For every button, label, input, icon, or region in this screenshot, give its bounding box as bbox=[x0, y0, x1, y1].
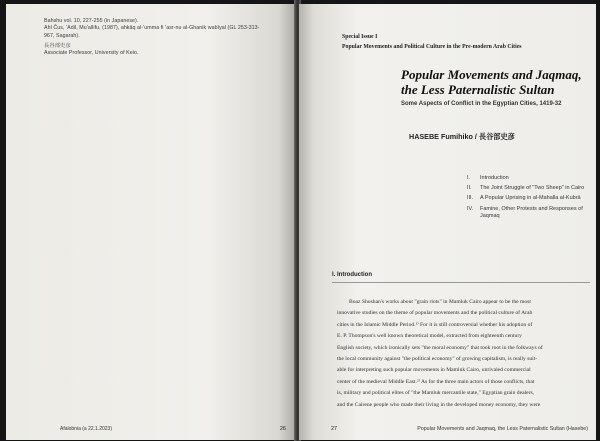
title-line: Popular Movements and Jaqmaq, bbox=[401, 67, 582, 82]
left-page-number: 26 bbox=[279, 426, 286, 432]
body-line: English society, which ironically sets "the moral economy" that took root in the folkways of bbox=[337, 344, 543, 351]
issue-subtitle: Popular Movements and Political Culture in the Pre-modern Arab Cities bbox=[342, 44, 522, 50]
reference-line: 967, Sagarah). bbox=[44, 32, 80, 39]
reference-list bbox=[44, 18, 284, 57]
reference-entry bbox=[44, 25, 284, 40]
reference-entry bbox=[44, 43, 284, 58]
toc-number: II. bbox=[467, 185, 472, 192]
article-subtitle: Some Aspects of Conflict in the Egyptian Cities, 1419-32 bbox=[401, 101, 562, 107]
body-paragraph bbox=[337, 297, 587, 411]
table-of-contents bbox=[467, 175, 587, 223]
author-name: HASEBE Fumihiko / 長谷部史彦 bbox=[409, 132, 515, 141]
right-page bbox=[299, 4, 596, 440]
issue-label: Special Issue I bbox=[342, 34, 378, 40]
toc-text: Famine, Other Protests and Responses of Jaqmaq bbox=[480, 205, 583, 219]
body-line: is, military and political elites of "the Mamluk mercantile state," Egyptian grain dealers, bbox=[337, 390, 535, 397]
left-page bbox=[6, 4, 296, 440]
body-line: E. P. Thompson's well known theoretical model, extracted from eighteenth century bbox=[337, 333, 522, 340]
toc-item bbox=[467, 175, 587, 182]
toc-text: A Popular Uprising in al-Mahalla al-Kubrā bbox=[480, 195, 581, 202]
toc-text: Introduction bbox=[480, 175, 509, 181]
body-line: innovative studies on the theme of popular movements and the political culture of Arab bbox=[337, 310, 533, 317]
left-footer: Afalobnia (a 22.1.2023) bbox=[60, 426, 112, 432]
title-line: the Less Paternalistic Sultan bbox=[401, 81, 555, 97]
body-line: the local community against "the political economy" of growing capitalism, is really suit- bbox=[337, 356, 538, 363]
toc-item bbox=[467, 185, 587, 192]
reference-line: Ahl Ĉus, ʻAdil, Muʻallifu, (1987), ahkāq al-ʻumma fi ʻasr-nu al-Ghanik wabīyal (GL 253-313- bbox=[44, 25, 260, 32]
body-line: able for interpreting such popular movements in Mamluk Cairo, unrivaled commercial bbox=[337, 367, 531, 374]
reference-line: Associate Professor, University of Keio. bbox=[44, 50, 139, 57]
toc-item bbox=[467, 195, 587, 202]
reference-line: Bahshu vol. 10, 227-255 (in Japanese). bbox=[44, 18, 139, 24]
toc-number: IV. bbox=[467, 205, 474, 212]
section-heading: I. Introduction bbox=[332, 272, 372, 278]
body-line: cities in the Islamic Middle Period.¹⁾ For it is still controversial whether his adoption of bbox=[337, 321, 533, 328]
toc-number: I. bbox=[467, 175, 471, 181]
toc-text: The Joint Struggle of "Two Sheep" in Cairo bbox=[480, 185, 585, 192]
right-footer: Popular Movements and Jaqmaq, the Less Paternalistic Sultan (Hasebe) bbox=[417, 426, 588, 432]
body-line: center of the medieval Middle East.²⁾ As for the three main actors of those conflicts, that bbox=[337, 378, 535, 385]
right-page-number: 27 bbox=[331, 426, 338, 432]
article-title bbox=[401, 68, 591, 97]
toc-number: III. bbox=[467, 195, 474, 202]
section-divider bbox=[332, 282, 590, 283]
body-line: Boaz Shoshan's works about "grain riots" in Mamluk Cairo appear to be the most bbox=[349, 299, 531, 305]
toc-item bbox=[467, 206, 587, 220]
reference-line: 長谷部史彦 bbox=[44, 42, 71, 49]
body-line: and the Cairene people who made their living in the developed money economy, they were bbox=[337, 401, 541, 408]
